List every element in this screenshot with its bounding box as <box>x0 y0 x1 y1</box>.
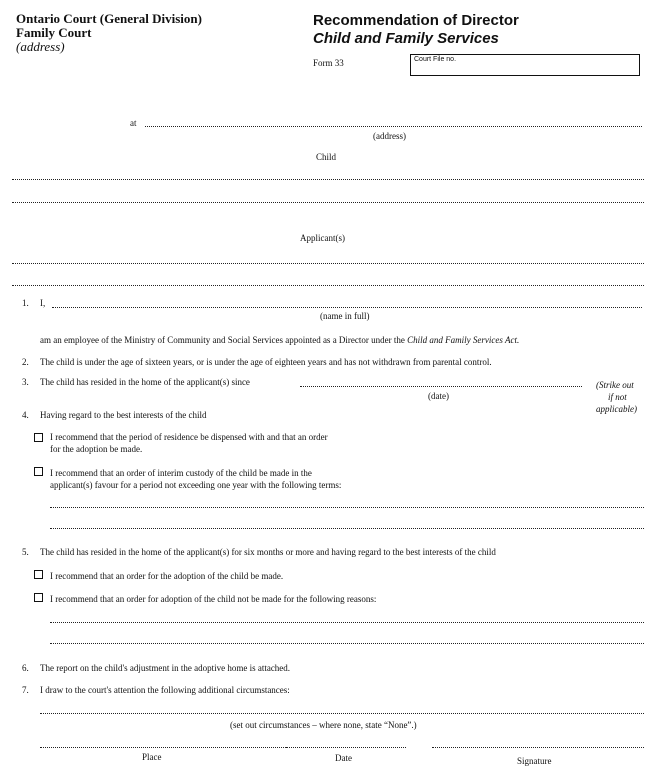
court-address-label: (address) <box>16 39 65 54</box>
item-6-text: The report on the child's adjustment in the adoptive home is attached. <box>40 663 291 673</box>
item-4-option-1-line-2: for the adoption be made. <box>50 444 143 454</box>
reasons-line-1[interactable] <box>50 622 644 623</box>
name-caption: (name in full) <box>320 311 370 321</box>
applicant-line-2[interactable] <box>12 285 644 286</box>
item-4-option-1-line-1: I recommend that the period of residence be dispensed with and that an order <box>50 432 328 442</box>
circumstances-line[interactable] <box>40 713 644 714</box>
signature-line[interactable] <box>432 747 644 748</box>
interim-custody-checkbox[interactable] <box>34 467 43 476</box>
court-file-label: Court File no. <box>414 56 457 63</box>
child-line-2[interactable] <box>12 202 644 203</box>
place-caption: Place <box>142 752 162 762</box>
circumstances-caption: (set out circumstances – where none, state “None”.) <box>230 720 417 730</box>
child-line-1[interactable] <box>12 179 644 180</box>
item-2-text: The child is under the age of sixteen years, or is under the age of eighteen years and has not withdrawn from parental control. <box>40 357 492 367</box>
applicant-line-1[interactable] <box>12 263 644 264</box>
item-1-continuation-text: am an employee of the Ministry of Community and Social Services appointed as a Director under the <box>40 335 405 345</box>
place-line[interactable] <box>40 747 290 748</box>
item-6-number: 6. <box>22 663 29 673</box>
signature-caption: Signature <box>517 756 552 766</box>
dispense-residence-checkbox[interactable] <box>34 433 43 442</box>
custody-terms-line-2[interactable] <box>50 528 644 529</box>
item-5-option-1: I recommend that an order for the adoption of the child be made. <box>50 571 284 581</box>
item-5-text: The child has resided in the home of the applicant(s) for six months or more and having regard to the best interests of the child <box>40 547 496 557</box>
residence-date-line[interactable] <box>300 386 582 387</box>
no-adoption-order-checkbox[interactable] <box>34 593 43 602</box>
date-caption: (date) <box>428 391 449 401</box>
date-line[interactable] <box>286 747 406 748</box>
family-court-label: Family Court <box>16 25 92 40</box>
custody-terms-line-1[interactable] <box>50 507 644 508</box>
item-7-text: I draw to the court's attention the following additional circumstances: <box>40 685 290 695</box>
act-name: Child and Family Services Act. <box>407 335 520 345</box>
item-3-text: The child has resided in the home of the applicant(s) since <box>40 377 250 387</box>
court-file-number-field[interactable] <box>410 54 640 76</box>
address-line[interactable] <box>145 126 642 127</box>
name-in-full-line[interactable] <box>52 307 642 308</box>
reasons-line-2[interactable] <box>50 643 644 644</box>
strike-out-note-1: (Strike out <box>596 380 634 390</box>
item-3-number: 3. <box>22 377 29 387</box>
strike-out-note-2: if not <box>608 392 627 402</box>
item-7-number: 7. <box>22 685 29 695</box>
item-1-number: 1. <box>22 298 29 308</box>
item-5-number: 5. <box>22 547 29 557</box>
item-2-number: 2. <box>22 357 29 367</box>
item-1-continuation <box>40 335 519 345</box>
item-4-option-2-line-2: applicant(s) favour for a period not exceeding one year with the following terms: <box>50 480 342 490</box>
date-signature-caption: Date <box>335 753 352 763</box>
strike-out-note-3: applicable) <box>596 404 637 414</box>
item-4-text: Having regard to the best interests of the child <box>40 410 207 420</box>
at-label: at <box>130 118 137 128</box>
item-4-number: 4. <box>22 410 29 420</box>
address-caption: (address) <box>373 131 406 141</box>
court-name: Ontario Court (General Division) <box>16 11 202 26</box>
item-4-option-2-line-1: I recommend that an order of interim custody of the child be made in the <box>50 468 312 478</box>
child-label: Child <box>316 152 337 162</box>
form-title: Recommendation of Director <box>313 12 519 29</box>
form-number: Form 33 <box>313 58 344 68</box>
form-subtitle: Child and Family Services <box>313 30 499 47</box>
applicant-label: Applicant(s) <box>300 233 345 243</box>
adoption-order-checkbox[interactable] <box>34 570 43 579</box>
item-1-text: I, <box>40 298 46 308</box>
item-5-option-2: I recommend that an order for adoption of the child not be made for the following reasons: <box>50 594 377 604</box>
